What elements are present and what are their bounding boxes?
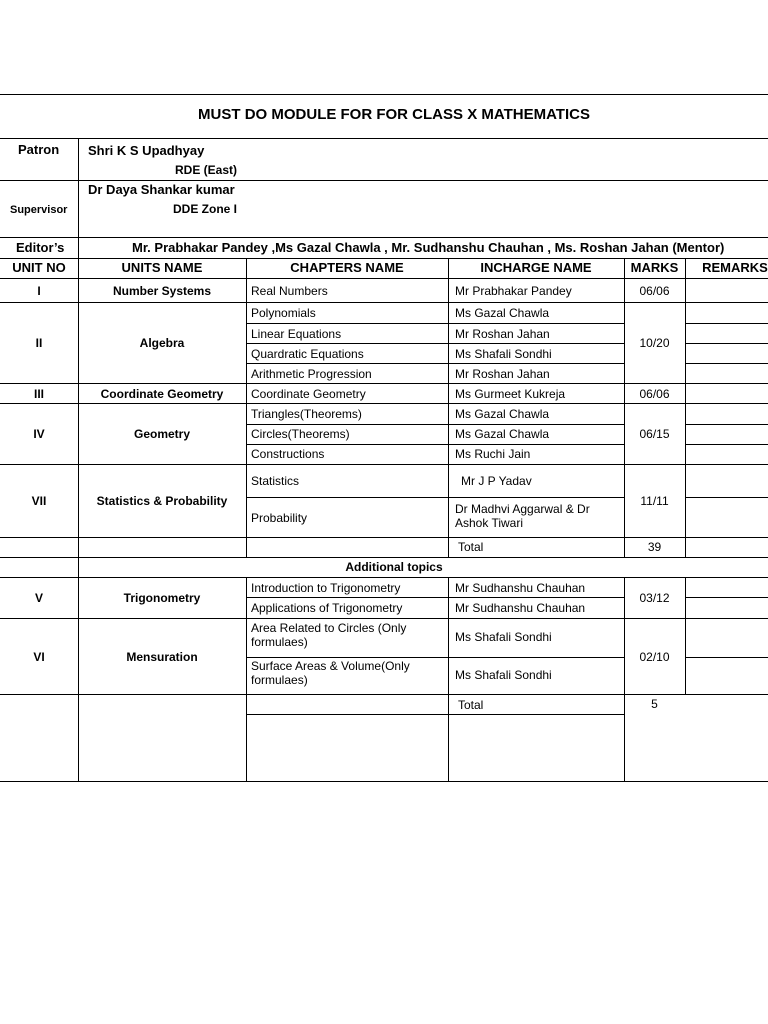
column-header-remarks: REMARKS xyxy=(702,260,768,275)
rule-inner xyxy=(246,497,624,498)
unit-no: II xyxy=(35,336,43,350)
rule-unit5-bottom xyxy=(0,618,768,619)
rule-col-incharge xyxy=(624,577,625,781)
incharge-name: Ms Shafali Sondhi xyxy=(455,668,552,682)
column-header-incharge-name: INCHARGE NAME xyxy=(480,260,592,275)
rule-col-incharge xyxy=(624,258,625,557)
rule-remarks xyxy=(685,444,768,445)
unit-name: Geometry xyxy=(133,427,191,441)
rule-remarks xyxy=(685,424,768,425)
incharge-name: Ms Gazal Chawla xyxy=(455,407,550,421)
chapter-name: Probability xyxy=(251,511,308,525)
rule-col-marks xyxy=(685,577,686,694)
supervisor-name: Dr Daya Shankar kumar xyxy=(88,182,235,197)
unit-no: V xyxy=(34,591,43,605)
total-label: Total xyxy=(458,698,484,712)
rule-unit3-bottom xyxy=(0,403,768,404)
incharge-name: Mr Roshan Jahan xyxy=(455,327,550,341)
chapter-name: Triangles(Theorems) xyxy=(251,407,362,421)
additional-topics-heading: Additional topics xyxy=(345,560,443,574)
total-value: 39 xyxy=(647,540,662,554)
rule-title-bottom xyxy=(0,138,768,139)
incharge-name: Mr Sudhanshu Chauhan xyxy=(455,581,586,595)
rule-inner xyxy=(246,343,624,344)
rule-unit7-bottom xyxy=(0,537,768,538)
supervisor-label: Supervisor xyxy=(10,204,68,216)
rule-inner xyxy=(246,424,624,425)
incharge-name: Ms Ruchi Jain xyxy=(455,447,531,461)
rule-remarks xyxy=(685,343,768,344)
rule-table-bottom xyxy=(0,781,768,782)
chapter-name: Polynomials xyxy=(251,306,316,320)
unit-marks: 06/06 xyxy=(639,284,670,298)
unit-no: VII xyxy=(31,494,47,508)
rule-col-chapters xyxy=(448,258,449,557)
unit-name: Algebra xyxy=(139,336,185,350)
rule-remarks xyxy=(685,497,768,498)
rule-unit4-bottom xyxy=(0,464,768,465)
rule-remarks xyxy=(685,363,768,364)
unit-marks: 06/15 xyxy=(639,427,670,441)
rule-additional-bottom xyxy=(0,577,768,578)
chapter-name: Surface Areas & Volume(Only formulaes) xyxy=(251,659,410,687)
rule-unit1-bottom xyxy=(0,302,768,303)
supervisor-designation: DDE Zone I xyxy=(172,202,237,216)
rule-remarks xyxy=(685,323,768,324)
unit-no: IV xyxy=(33,427,45,441)
rule-header-bottom xyxy=(0,278,768,279)
chapter-name: Area Related to Circles (Only formulaes) xyxy=(251,621,407,649)
incharge-name: Mr Sudhanshu Chauhan xyxy=(455,601,586,615)
unit-marks: 06/06 xyxy=(639,387,670,401)
chapter-name: Coordinate Geometry xyxy=(251,387,366,401)
incharge-name: Ms Gazal Chawla xyxy=(455,427,550,441)
rule-editors-bottom xyxy=(0,258,768,259)
patron-name: Shri K S Upadhyay xyxy=(88,143,205,158)
incharge-name: Ms Shafali Sondhi xyxy=(455,630,552,644)
chapter-name: Applications of Trigonometry xyxy=(251,601,403,615)
rule-remarks xyxy=(685,597,768,598)
rule-col-units xyxy=(246,258,247,557)
rule-unit6-bottom xyxy=(0,694,768,695)
page-title: MUST DO MODULE FOR FOR CLASS X MATHEMATICS xyxy=(198,106,590,123)
unit-marks: 10/20 xyxy=(639,336,670,350)
chapter-name: Statistics xyxy=(251,474,300,488)
unit-name: Coordinate Geometry xyxy=(100,387,224,401)
chapter-name: Circles(Theorems) xyxy=(251,427,350,441)
column-header-marks: MARKS xyxy=(630,260,679,275)
incharge-name: Ms Gazal Chawla xyxy=(455,306,550,320)
editors-label: Editor’s xyxy=(16,240,65,255)
rule-remarks xyxy=(685,657,768,658)
column-header-chapters-name: CHAPTERS NAME xyxy=(290,260,404,275)
incharge-name: Mr Prabhakar Pandey xyxy=(455,284,572,298)
unit-no: I xyxy=(37,284,41,298)
rule-inner xyxy=(246,597,624,598)
unit-name: Number Systems xyxy=(112,284,212,298)
editors-names: Mr. Prabhakar Pandey ,Ms Gazal Chawla , Mr. Sudhanshu Chauhan , Ms. Roshan Jahan (Mentor) xyxy=(132,240,725,255)
unit-no: VI xyxy=(33,650,45,664)
column-header-unit-no: UNIT NO xyxy=(12,260,66,275)
chapter-name: Real Numbers xyxy=(251,284,328,298)
chapter-name: Linear Equations xyxy=(251,327,342,341)
rule-col-marks xyxy=(685,258,686,557)
unit-marks: 11/11 xyxy=(640,494,669,508)
rule-top xyxy=(0,94,768,95)
rule-patron-bottom xyxy=(0,180,768,181)
column-header-units-name: UNITS NAME xyxy=(121,260,203,275)
unit-marks: 03/12 xyxy=(639,591,670,605)
rule-total1-bottom xyxy=(0,557,768,558)
patron-label: Patron xyxy=(18,142,60,157)
patron-designation: RDE (East) xyxy=(174,163,237,177)
rule-inner xyxy=(246,714,624,715)
unit-name: Statistics & Probability xyxy=(96,494,228,508)
rule-supervisor-bottom xyxy=(0,237,768,238)
rule-inner xyxy=(246,363,624,364)
incharge-name: Mr Roshan Jahan xyxy=(455,367,550,381)
chapter-name: Constructions xyxy=(251,447,325,461)
rule-inner xyxy=(246,323,624,324)
incharge-name: Ms Shafali Sondhi xyxy=(455,347,552,361)
total-label: Total xyxy=(458,540,484,554)
unit-name: Trigonometry xyxy=(123,591,201,605)
rule-col-left xyxy=(78,138,79,781)
total-value: 5 xyxy=(651,697,658,711)
unit-no: III xyxy=(33,387,44,401)
incharge-name: Dr Madhvi Aggarwal & Dr Ashok Tiwari xyxy=(455,502,590,530)
rule-unit2-bottom xyxy=(0,383,768,384)
unit-marks: 02/10 xyxy=(639,650,670,664)
incharge-name: Ms Gurmeet Kukreja xyxy=(455,387,566,401)
chapter-name: Introduction to Trigonometry xyxy=(251,581,401,595)
rule-col-units xyxy=(246,577,247,781)
rule-inner xyxy=(246,657,624,658)
chapter-name: Arithmetic Progression xyxy=(251,367,372,381)
chapter-name: Quardratic Equations xyxy=(251,347,364,361)
incharge-name: Mr J P Yadav xyxy=(461,474,532,488)
rule-col-chapters xyxy=(448,577,449,781)
unit-name: Mensuration xyxy=(126,650,198,664)
rule-inner xyxy=(246,444,624,445)
